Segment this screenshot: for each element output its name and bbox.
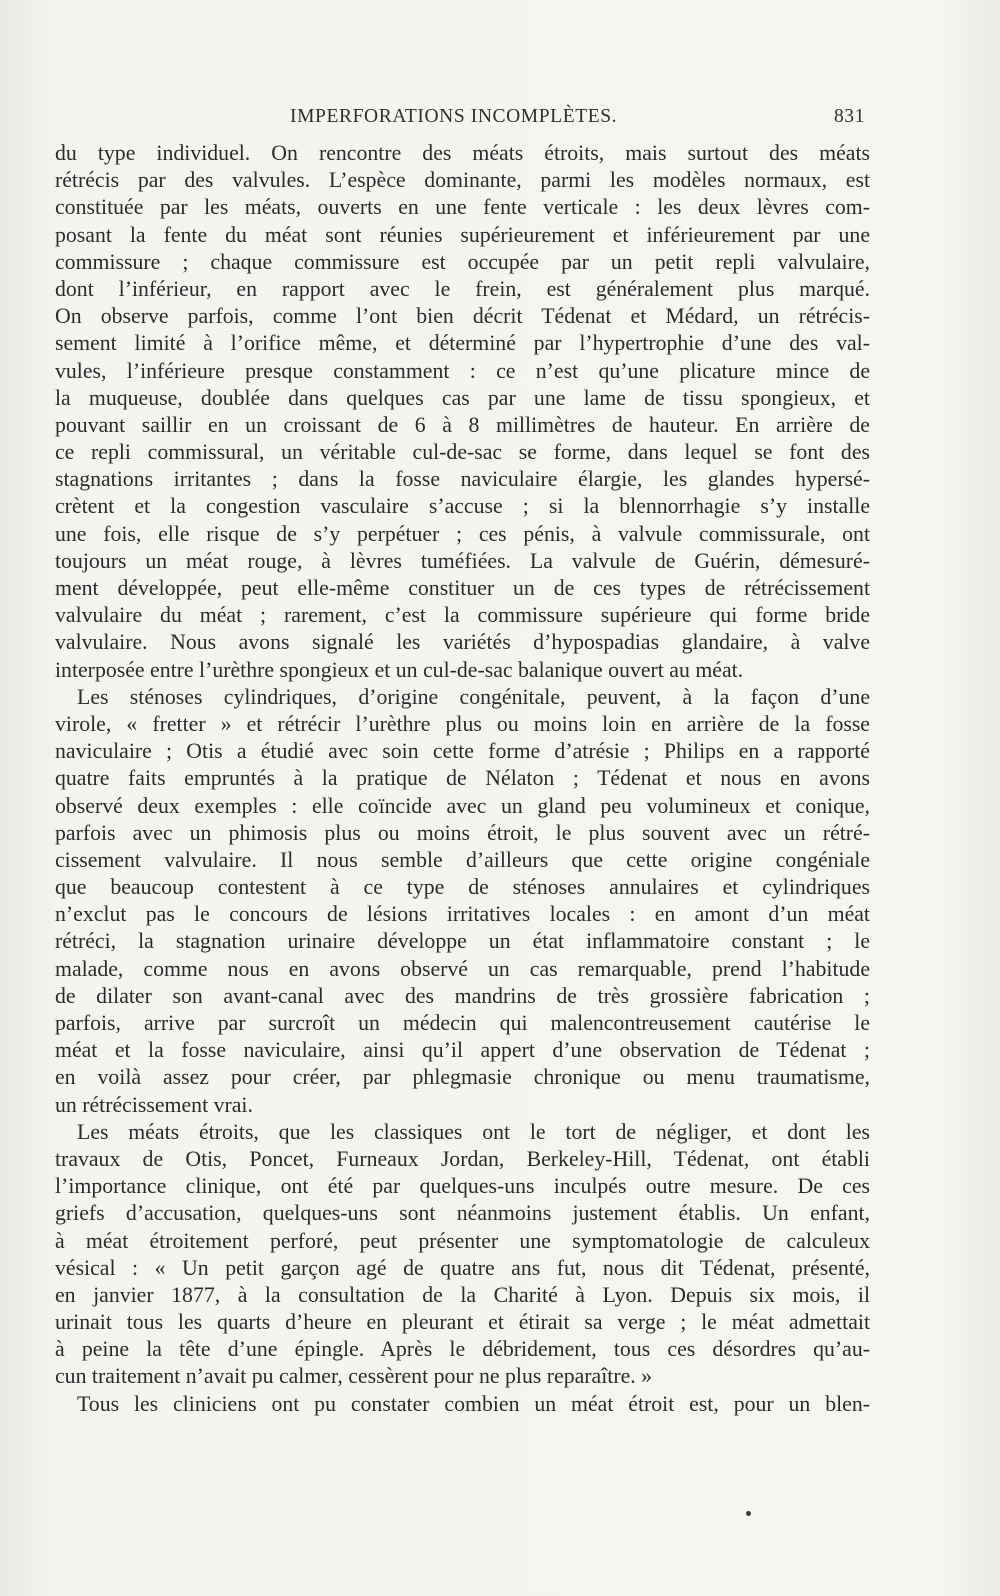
text-line: rétréci, la stagnation urinaire développe un état inflammatoire constant ; le bbox=[55, 929, 870, 954]
text-line: une fois, elle risque de s’y perpétuer ; ces pénis, à valvule commissurale, ont bbox=[55, 521, 870, 546]
text-line: la muqueuse, doublée dans quelques cas par une lame de tissu spongieux, et bbox=[55, 385, 870, 410]
text-line: Les méats étroits, que les classiques ont le tort de négliger, et dont les bbox=[77, 1119, 870, 1144]
text-line: du type individuel. On rencontre des méats étroits, mais surtout des méats bbox=[55, 141, 870, 165]
text-line: dont l’inférieur, en rapport avec le frein, est généralement plus marqué. bbox=[55, 276, 870, 301]
text-line: vules, l’inférieure presque constamment : ce n’est qu’une plicature mince de bbox=[55, 358, 870, 383]
text-line: toujours un méat rouge, à lèvres tuméfiées. La valvule de Guérin, démesuré- bbox=[55, 548, 870, 573]
text-line: commissure ; chaque commissure est occupée par un petit repli valvulaire, bbox=[55, 249, 870, 274]
text-line: ce repli commissural, un véritable cul-de-sac se forme, dans lequel se font des bbox=[55, 440, 870, 465]
text-line: n’exclut pas le concours de lésions irritatives locales : en amont d’un méat bbox=[55, 902, 870, 927]
text-line: Tous les cliniciens ont pu constater combien un méat étroit est, pour un blen- bbox=[77, 1391, 870, 1416]
text-line: valvulaire du méat ; rarement, c’est la commissure supérieure qui forme bride bbox=[55, 603, 870, 628]
text-line: constituée par les méats, ouverts en une fente verticale : les deux lèvres com- bbox=[55, 195, 870, 220]
text-line: rétrécis par des valvules. L’espèce dominante, parmi les modèles normaux, est bbox=[55, 168, 870, 193]
text-line: sement limité à l’orifice même, et déterminé par l’hypertrophie d’une des val- bbox=[55, 331, 870, 356]
text-line: valvulaire. Nous avons signalé les variétés d’hypospadias glandaire, à valve bbox=[55, 630, 870, 655]
text-line: stagnations irritantes ; dans la fosse naviculaire élargie, les glandes hypersé- bbox=[55, 467, 870, 492]
text-line: cun traitement n’avait pu calmer, cessèrent pour ne plus reparaître. » bbox=[55, 1364, 653, 1389]
text-line: observé deux exemples : elle coïncide avec un gland peu volumineux et conique, bbox=[55, 793, 870, 818]
text-line: pouvant saillir en un croissant de 6 à 8 millimètres de hauteur. En arrière de bbox=[55, 412, 870, 437]
text-line: parfois avec un phimosis plus ou moins étroit, le plus souvent avec un rétré- bbox=[55, 820, 870, 845]
text-line: malade, comme nous en avons observé un cas remarquable, prend l’habitude bbox=[55, 956, 870, 981]
text-line: méat et la fosse naviculaire, ainsi qu’il appert d’une observation de Tédenat ; bbox=[55, 1038, 870, 1063]
text-line: en janvier 1877, à la consultation de la Charité à Lyon. Depuis six mois, il bbox=[55, 1282, 870, 1307]
page-number: 831 bbox=[833, 106, 865, 127]
text-line: ment développée, peut elle-même constituer un de ces types de rétrécissement bbox=[55, 576, 870, 600]
text-line: On observe parfois, comme l’ont bien décrit Tédenat et Médard, un rétrécis- bbox=[55, 304, 870, 329]
text-line: interposée entre l’urèthre spongieux et un cul-de-sac balanique ouvert au méat. bbox=[55, 657, 744, 682]
text-line: à méat étroitement perforé, peut présenter une symptomatologie de calculeux bbox=[55, 1228, 870, 1253]
ink-speck bbox=[746, 1511, 751, 1516]
text-line: vésical : « Un petit garçon agé de quatre ans fut, nous dit Tédenat, présenté, bbox=[55, 1255, 870, 1280]
text-line: que beaucoup contestent à ce type de sténoses annulaires et cylindriques bbox=[55, 875, 870, 900]
text-line: en voilà assez pour créer, par phlegmasie chronique ou menu traumatisme, bbox=[55, 1065, 870, 1090]
text-line: virole, « fretter » et rétrécir l’urèthre plus ou moins loin en arrière de la fosse bbox=[55, 711, 870, 736]
text-line: parfois, arrive par surcroît un médecin qui malencontreusement cautérise le bbox=[55, 1011, 870, 1035]
text-line: crètent et la congestion vasculaire s’accuse ; si la blennorrhagie s’y installe bbox=[55, 494, 870, 519]
text-line: de dilater son avant-canal avec des mandrins de très grossière fabrication ; bbox=[55, 983, 870, 1008]
text-line: posant la fente du méat sont réunies supérieurement et inférieurement par une bbox=[55, 222, 870, 247]
page-header bbox=[290, 106, 865, 132]
text-line: à peine la tête d’une épingle. Après le débridement, tous ces désordres qu’au- bbox=[55, 1337, 870, 1362]
text-line: cissement valvulaire. Il nous semble d’ailleurs que cette origine congéniale bbox=[55, 847, 870, 872]
text-line: griefs d’accusation, quelques-uns sont néanmoins justement établis. Un enfant, bbox=[55, 1201, 870, 1226]
text-line: l’importance clinique, ont été par quelques-uns inculpés outre mesure. De ces bbox=[55, 1174, 870, 1199]
body-text bbox=[55, 140, 870, 1418]
text-line: Les sténoses cylindriques, d’origine congénitale, peuvent, à la façon d’une bbox=[77, 684, 870, 709]
text-line: naviculaire ; Otis a étudié avec soin cette forme d’atrésie ; Philips en a rapporté bbox=[55, 739, 870, 764]
running-title: IMPERFORATIONS INCOMPLÈTES. bbox=[290, 106, 618, 127]
text-line: travaux de Otis, Poncet, Furneaux Jordan, Berkeley-Hill, Tédenat, ont établi bbox=[55, 1146, 870, 1171]
text-line: urinait tous les quarts d’heure en pleurant et étirait sa verge ; le méat admettait bbox=[55, 1310, 870, 1335]
text-line: quatre faits empruntés à la pratique de Nélaton ; Tédenat et nous en avons bbox=[55, 766, 870, 791]
text-line: un rétrécissement vrai. bbox=[55, 1092, 253, 1117]
